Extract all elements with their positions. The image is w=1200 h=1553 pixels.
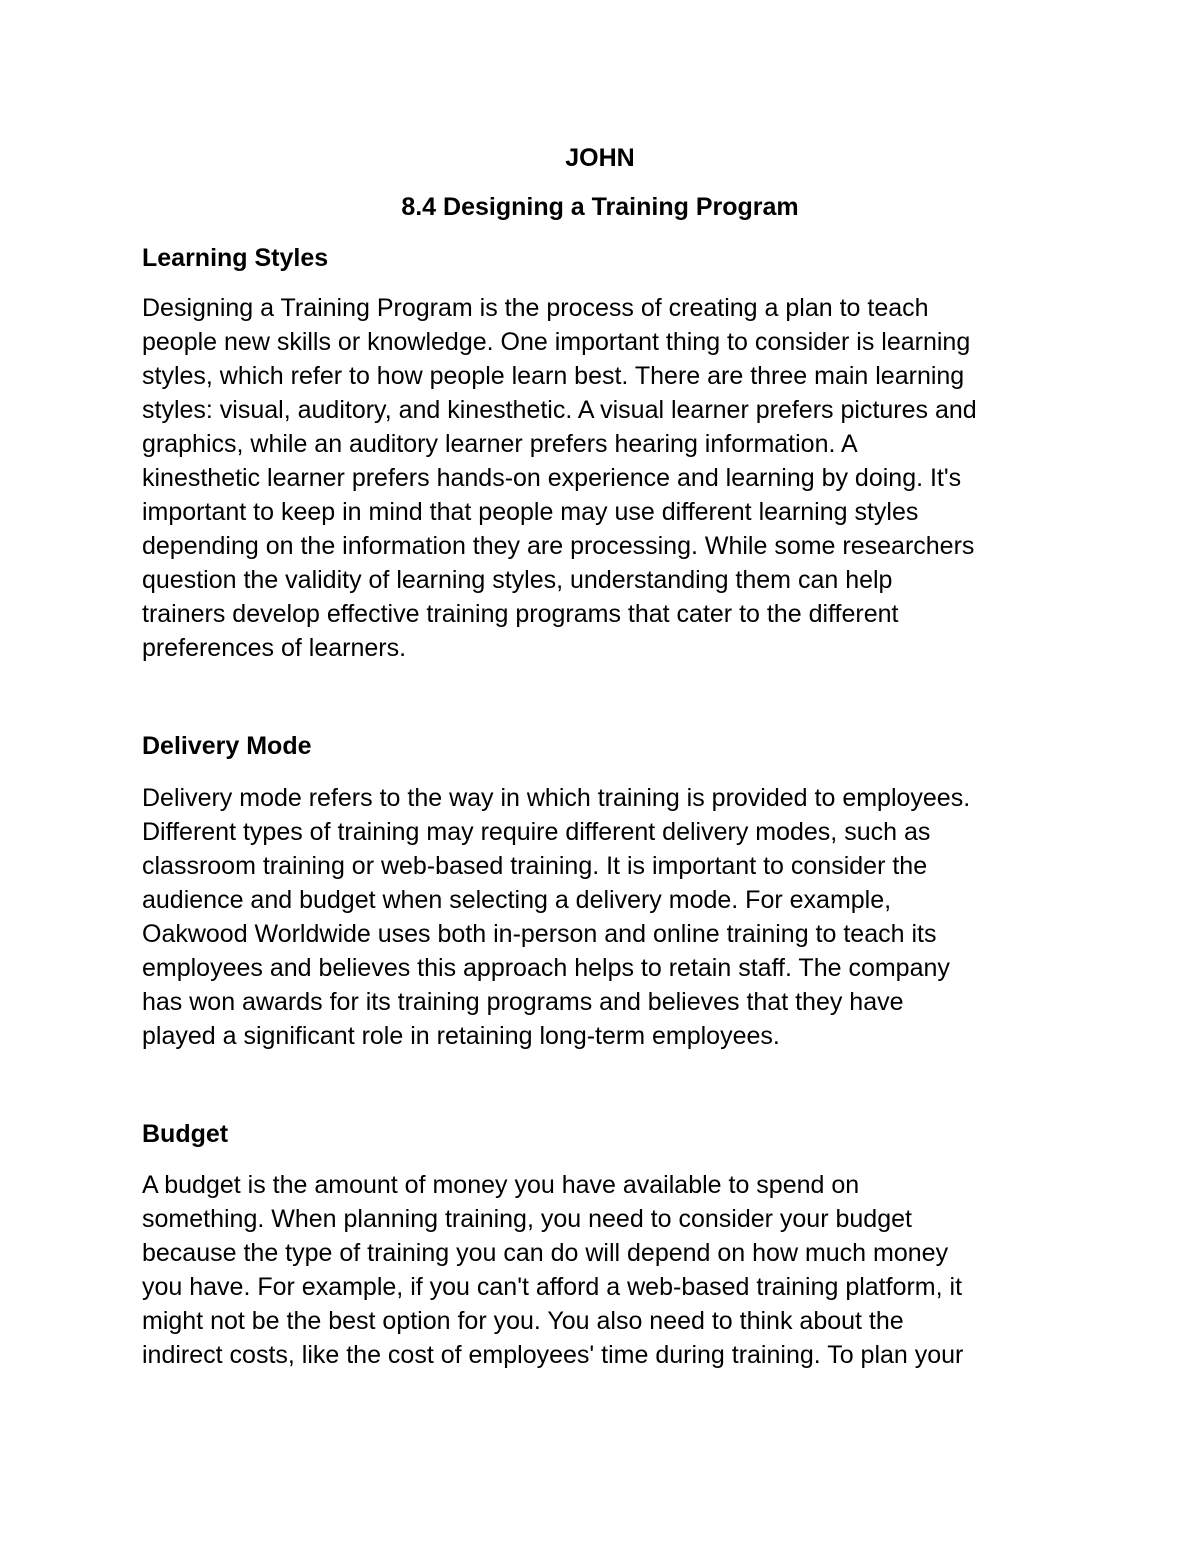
section-body-learning-styles <box>142 291 1072 665</box>
text-line: indirect costs, like the cost of employees' time during training. To plan your <box>142 1341 964 1369</box>
author-name: JOHN <box>565 144 635 172</box>
text-line: you have. For example, if you can't afford a web-based training platform, it <box>142 1273 963 1301</box>
text-line: Oakwood Worldwide uses both in-person and online training to teach its <box>142 920 937 948</box>
text-line: graphics, while an auditory learner prefers hearing information. A <box>142 430 858 458</box>
text-line: styles: visual, auditory, and kinesthetic. A visual learner prefers pictures and <box>142 396 977 424</box>
section-heading-delivery-mode: Delivery Mode <box>142 732 312 760</box>
document-title: 8.4 Designing a Training Program <box>401 193 799 221</box>
text-line: classroom training or web-based training. It is important to consider the <box>142 852 928 880</box>
text-line: A budget is the amount of money you have available to spend on <box>142 1171 860 1199</box>
text-line: kinesthetic learner prefers hands-on experience and learning by doing. It's <box>142 464 962 492</box>
section-heading-learning-styles: Learning Styles <box>142 244 329 272</box>
text-line: Different types of training may require different delivery modes, such as <box>142 818 931 846</box>
section-body-budget <box>142 1168 1072 1372</box>
text-line: has won awards for its training programs and believes that they have <box>142 988 904 1016</box>
section-heading-budget: Budget <box>142 1120 229 1148</box>
section-body-delivery-mode <box>142 781 1072 1053</box>
text-line: employees and believes this approach helps to retain staff. The company <box>142 954 950 982</box>
text-line: styles, which refer to how people learn best. There are three main learning <box>142 362 965 390</box>
text-line: played a significant role in retaining long-term employees. <box>142 1022 780 1050</box>
text-line: might not be the best option for you. You also need to think about the <box>142 1307 904 1335</box>
text-line: question the validity of learning styles, understanding them can help <box>142 566 893 594</box>
text-line: Designing a Training Program is the process of creating a plan to teach <box>142 294 929 322</box>
text-line: depending on the information they are processing. While some researchers <box>142 532 975 560</box>
text-line: because the type of training you can do will depend on how much money <box>142 1239 949 1267</box>
text-line: Delivery mode refers to the way in which training is provided to employees. <box>142 784 971 812</box>
text-line: important to keep in mind that people may use different learning styles <box>142 498 919 526</box>
text-line: something. When planning training, you need to consider your budget <box>142 1205 912 1233</box>
text-line: people new skills or knowledge. One important thing to consider is learning <box>142 328 971 356</box>
text-line: audience and budget when selecting a delivery mode. For example, <box>142 886 892 914</box>
text-line: preferences of learners. <box>142 634 407 662</box>
text-line: trainers develop effective training programs that cater to the different <box>142 600 899 628</box>
